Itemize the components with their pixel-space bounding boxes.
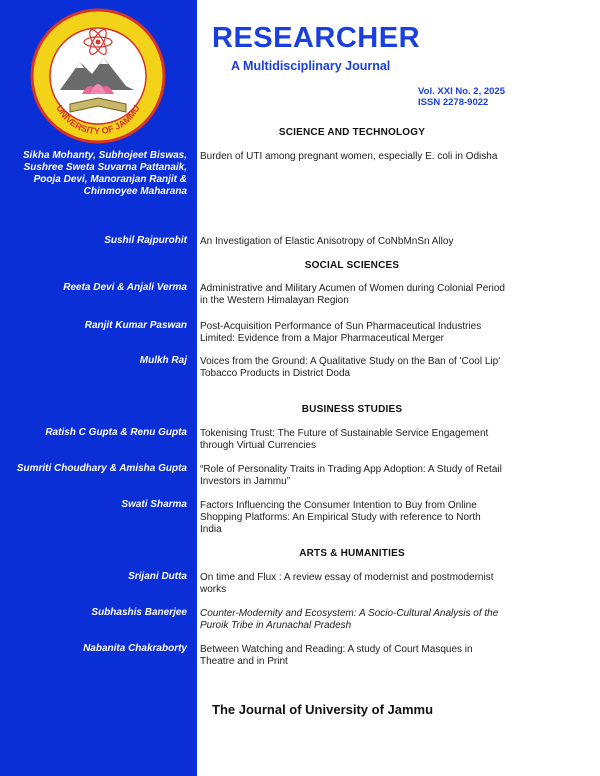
issn-number: ISSN 2278-9022 bbox=[418, 97, 489, 108]
article-title[interactable]: An Investigation of Elastic Anisotropy of CoNbMnSn Alloy bbox=[200, 236, 454, 247]
footer-journal-name: The Journal of University of Jammu bbox=[212, 702, 434, 717]
article-author: Subhashis Banerjee bbox=[91, 607, 187, 618]
article-author: Swati Sharma bbox=[121, 499, 187, 510]
article-title[interactable]: Factors Influencing the Consumer Intention to Buy from Online Shopping Platforms: An Empirical Study with reference to North India bbox=[200, 500, 481, 535]
article-title[interactable]: Burden of UTI among pregnant women, especially E. coli in Odisha bbox=[200, 151, 498, 162]
section-title: BUSINESS STUDIES bbox=[301, 404, 403, 415]
section-title: SCIENCE AND TECHNOLOGY bbox=[278, 127, 426, 138]
section-title: ARTS & HUMANITIES bbox=[299, 548, 405, 559]
section-title: SOCIAL SCIENCES bbox=[304, 260, 400, 271]
article-author: Sushil Rajpurohit bbox=[104, 235, 187, 246]
article-author: Mulkh Raj bbox=[139, 355, 187, 366]
journal-subtitle: A Multidisciplinary Journal bbox=[231, 59, 391, 73]
article-author: Srijani Dutta bbox=[128, 571, 187, 582]
article-author: Reeta Devi & Anjali Verma bbox=[63, 282, 187, 293]
university-seal-logo bbox=[30, 8, 166, 144]
article-title[interactable]: Tokenising Trust: The Future of Sustainable Service Engagement through Virtual Currencies bbox=[200, 428, 489, 451]
volume-info bbox=[418, 86, 505, 108]
article-title[interactable]: On time and Flux : A review essay of modernist and postmodernist works bbox=[200, 572, 494, 595]
article-author: Ranjit Kumar Paswan bbox=[84, 320, 187, 331]
article-title[interactable]: Post-Acquisition Performance of Sun Pharmaceutical Industries Limited: Evidence from a Major Pharmaceutical Merger bbox=[200, 321, 482, 344]
article-author: Sikha Mohanty, Subhojeet Biswas, Sushree Sweta Suvarna Pattanaik, Pooja Devi, Manoranjan Ranjit & Chinmoyee Maharana bbox=[22, 150, 187, 197]
volume-number: Vol. XXI No. 2, 2025 bbox=[418, 86, 505, 97]
article-author: Sumriti Choudhary & Amisha Gupta bbox=[16, 463, 187, 474]
journal-title: RESEARCHER bbox=[212, 22, 421, 54]
article-title[interactable]: Counter-Modernity and Ecosystem: A Socio-Cultural Analysis of the Puroik Tribe in Arunachal Pradesh bbox=[200, 608, 499, 631]
seal-text: UNIVERSITY OF JAMMU bbox=[54, 103, 142, 137]
article-title[interactable]: “Role of Personality Traits in Trading App Adoption: A Study of Retail Investors in Jammu” bbox=[200, 464, 502, 487]
article-title[interactable]: Between Watching and Reading: A study of Court Masques in Theatre and in Print bbox=[200, 644, 473, 667]
article-author: Ratish C Gupta & Renu Gupta bbox=[45, 427, 187, 438]
article-title[interactable]: Voices from the Ground: A Qualitative Study on the Ban of 'Cool Lip' Tobacco Products in District Doda bbox=[200, 356, 501, 379]
article-author: Nabanita Chakraborty bbox=[83, 643, 187, 654]
article-title[interactable]: Administrative and Military Acumen of Women during Colonial Period in the Western Himalayan Region bbox=[200, 283, 505, 306]
